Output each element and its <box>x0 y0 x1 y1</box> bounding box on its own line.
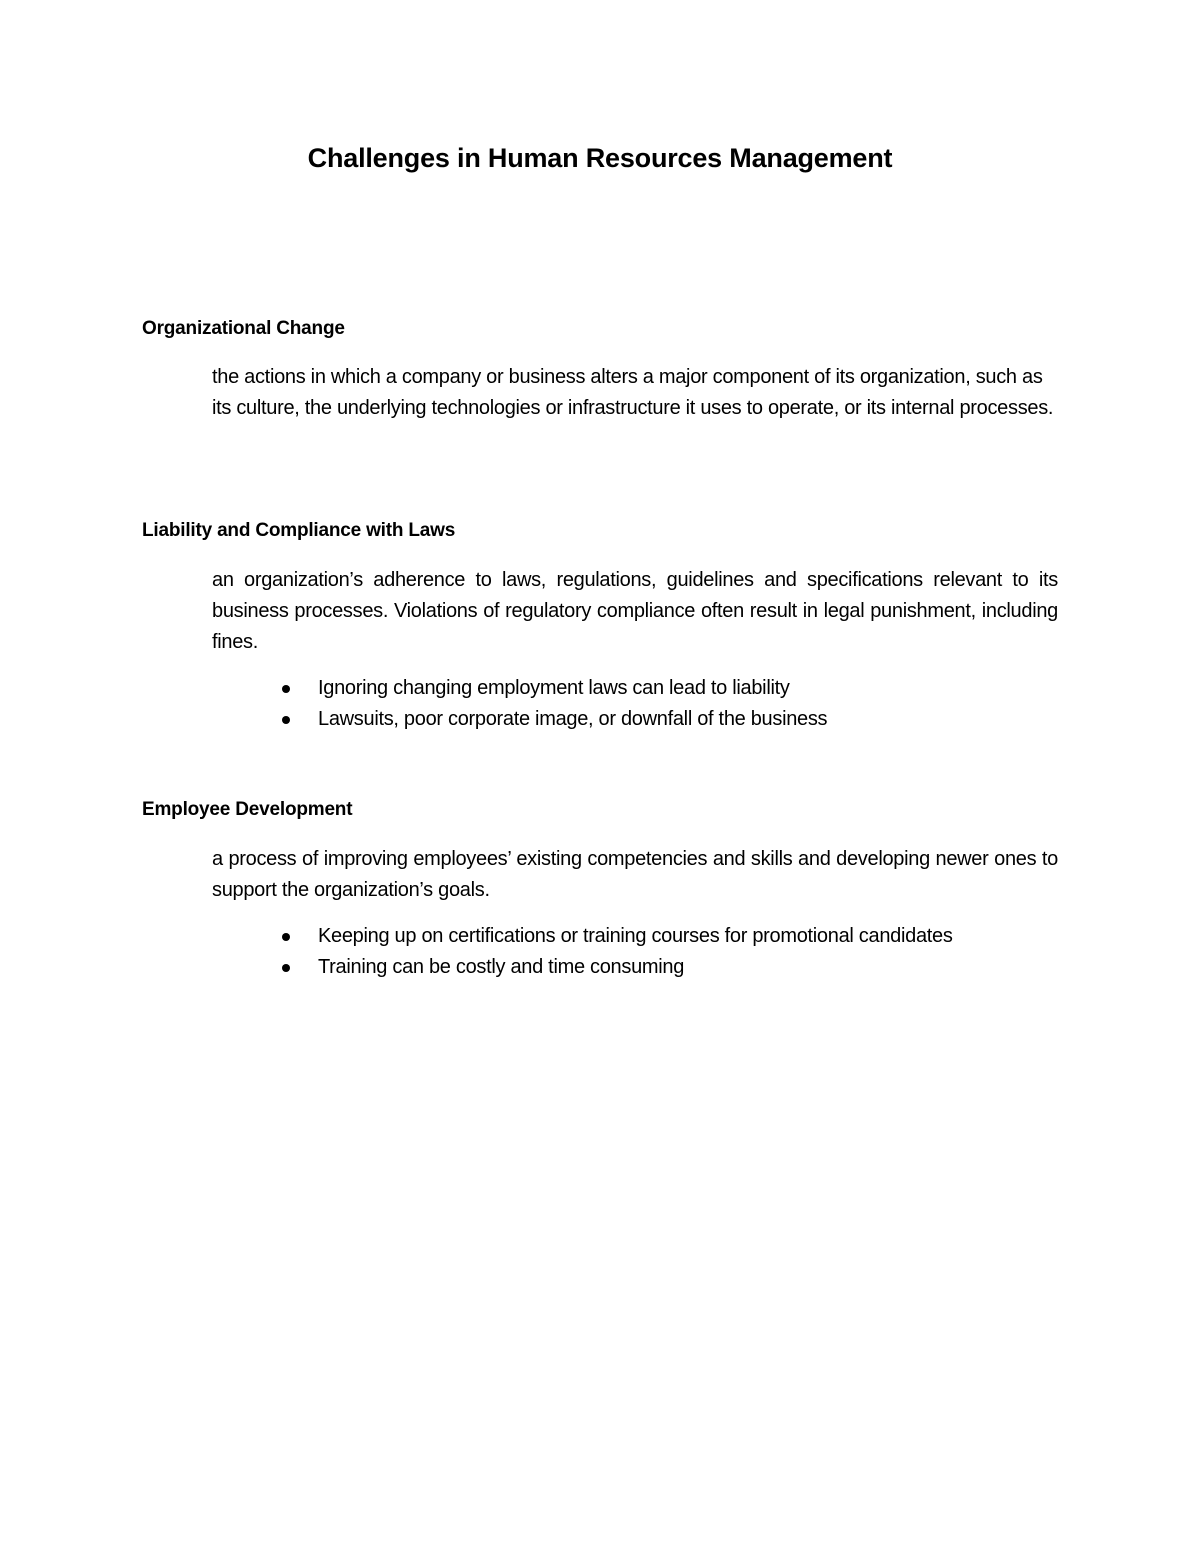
bullet-icon <box>282 933 290 941</box>
list-item <box>282 921 1062 952</box>
bullet-list <box>282 673 1062 735</box>
bullet-icon <box>282 964 290 972</box>
section-heading: Employee Development <box>142 799 353 820</box>
section-employee-development <box>142 798 1062 983</box>
section-liability-compliance <box>142 519 1062 735</box>
section-paragraph: a process of improving employees’ existing competencies and skills and developing newer ones to support the organization’s goals. <box>212 848 1058 901</box>
list-item <box>282 673 1062 704</box>
section-heading: Organizational Change <box>142 318 345 339</box>
bullet-icon <box>282 685 290 693</box>
bullet-icon <box>282 716 290 724</box>
section-paragraph: the actions in which a company or business alters a major component of its organization, such as its culture, the underlying technologies or infrastructure it uses to operate, or its internal processes. <box>212 366 1054 419</box>
list-item <box>282 952 1062 983</box>
section-organizational-change <box>142 317 1062 424</box>
document-title: Challenges in Human Resources Management <box>307 143 893 173</box>
list-item-text: Training can be costly and time consuming <box>318 956 685 978</box>
list-item-text: Ignoring changing employment laws can lead to liability <box>318 677 790 699</box>
list-item <box>282 704 1062 735</box>
list-item-text: Lawsuits, poor corporate image, or downfall of the business <box>318 708 828 730</box>
section-heading: Liability and Compliance with Laws <box>142 520 456 541</box>
list-item-text: Keeping up on certifications or training courses for promotional candidates <box>318 925 953 947</box>
section-paragraph: an organization’s adherence to laws, regulations, guidelines and specifications relevant to its business processes. Violations of regulatory compliance often result in legal punishment, including fines. <box>212 569 1058 653</box>
bullet-list <box>282 921 1062 983</box>
